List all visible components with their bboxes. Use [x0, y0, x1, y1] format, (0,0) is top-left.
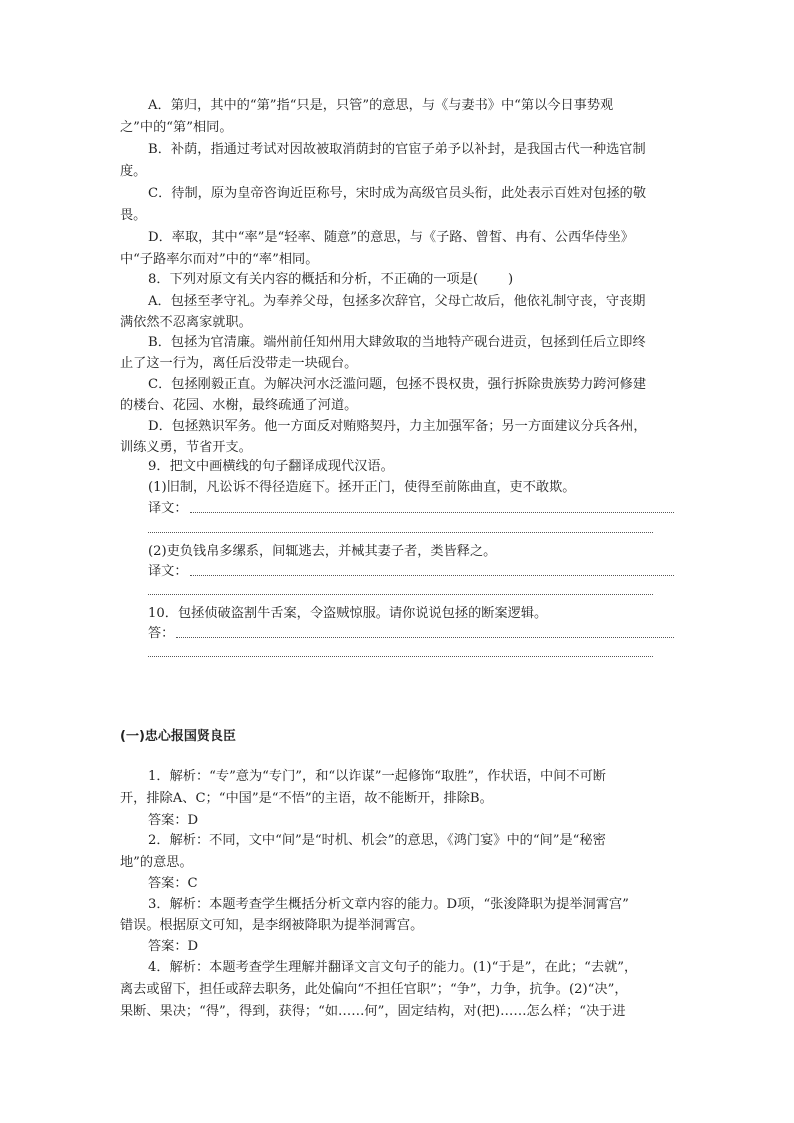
answer-line[interactable]	[190, 575, 674, 576]
q10-answer-label: 答：	[148, 626, 175, 641]
answer-1-line2: 开，排除A、C；“中国”是“不悟”的主语，故不能断开，排除B。	[120, 791, 493, 806]
answer-1-line1: 1．解析：“专”意为“专门”，和“以诈谋”一起修饰“取胜”，作状语，中间不可断	[148, 769, 606, 784]
answer-line[interactable]	[190, 512, 674, 513]
answer-1-key: 答案：D	[148, 813, 199, 828]
answer-4-line1: 4．解析：本题考查学生理解并翻译文言文句子的能力。(1)“于是”，在此；“去就”，	[148, 960, 638, 975]
answer-line[interactable]	[148, 532, 653, 533]
q8-stem	[148, 270, 513, 289]
answer-line[interactable]	[176, 637, 674, 638]
q8-option-c-line1: C．包拯刚毅正直。为解决河水泛滥问题，包拯不畏权贵，强行拆除贵族势力跨河修建	[148, 377, 647, 392]
q8-stem-text: 8．下列对原文有关内容的概括和分析，不正确的一项是(	[148, 272, 479, 287]
answer-2-line1: 2．解析：不同，文中“间”是“时机、机会”的意思，《鸿门宴》中的“间”是“秘密	[148, 833, 606, 848]
answer-3-line2: 错误。根据原文可知，是李纲被降职为提举洞霄宫。	[120, 918, 424, 933]
answer-line[interactable]	[148, 594, 653, 595]
q7-option-b-line2: 度。	[120, 164, 147, 179]
q8-option-b-line2: 止了这一行为，离任后没带走一块砚台。	[120, 356, 358, 371]
q7-option-c-line2: 畏。	[120, 208, 147, 223]
answer-3-line1: 3．解析：本题考查学生概括分析文章内容的能力。D项，“张浚降职为提举洞霄宫”	[148, 897, 629, 912]
q9-sentence-2: (2)吏负钱帛多缧系，间辄逃去，并械其妻子者，类皆释之。	[148, 544, 497, 559]
q8-option-a-line1: A．包拯至孝守礼。为奉养父母，包拯多次辞官，父母亡故后，他依礼制守丧，守丧期	[148, 294, 646, 309]
q7-option-a-line1: A．第归，其中的“第”指“只是，只管”的意思，与《与妻书》中“第以今日事势观	[148, 98, 614, 113]
q9-translation-label-1: 译文：	[148, 501, 188, 516]
answer-line[interactable]	[148, 656, 653, 657]
section-heading: (一)忠心报国贤良臣	[120, 729, 236, 744]
answer-3-key: 答案：D	[148, 939, 199, 954]
q7-option-a-line2: 之”中的“第”相同。	[120, 120, 233, 135]
q9-translation-label-2: 译文：	[148, 564, 188, 579]
answer-4-line2: 离去或留下，担任或辞去职务，此处偏向“不担任官职”；“争”，力争，抗争。(2)“决”，	[120, 982, 628, 997]
q9-sentence-1: (1)旧制，凡讼诉不得径造庭下。拯开正门，使得至前陈曲直，吏不敢欺。	[148, 480, 576, 495]
q8-option-d-line1: D．包拯熟识军务。他一方面反对贿赂契丹，力主加强军备；另一方面建议分兵各州，	[148, 419, 647, 434]
q9-stem: 9．把文中画横线的句子翻译成现代汉语。	[148, 459, 394, 474]
q8-option-d-line2: 训练义勇，节省开支。	[120, 440, 252, 455]
q7-option-b-line1: B．补荫，指通过考试对因故被取消荫封的官宦子弟予以补封，是我国古代一种选官制	[148, 142, 646, 157]
q10-stem: 10．包拯侦破盗割牛舌案，令盗贼惊服。请你说说包拯的断案逻辑。	[148, 606, 548, 621]
q8-option-b-line1: B．包拯为官清廉。端州前任知州用大肆敛取的当地特产砚台进贡，包拯到任后立即终	[148, 335, 646, 350]
q8-stem-close: )	[508, 272, 514, 287]
answer-2-line2: 地”的意思。	[120, 855, 193, 870]
q8-option-a-line2: 满依然不忍离家就职。	[120, 315, 252, 330]
answer-4-line3: 果断、果决；“得”，得到，获得；“如……何”，固定结构，对(把)……怎么样；“决于进	[120, 1004, 626, 1019]
q7-option-d-line2: 中“子路率尔而对”中的“率”相同。	[120, 252, 319, 267]
answer-2-key: 答案：C	[148, 876, 198, 891]
q7-option-d-line1: D．率取，其中“率”是“轻率、随意”的意思，与《子路、曾皙、冉有、公西华侍坐》	[148, 230, 634, 245]
q8-option-c-line2: 的楼台、花园、水榭，最终疏通了河道。	[120, 398, 358, 413]
q7-option-c-line1: C．待制，原为皇帝咨询近臣称号，宋时成为高级官员头衔，此处表示百姓对包拯的敬	[148, 186, 647, 201]
